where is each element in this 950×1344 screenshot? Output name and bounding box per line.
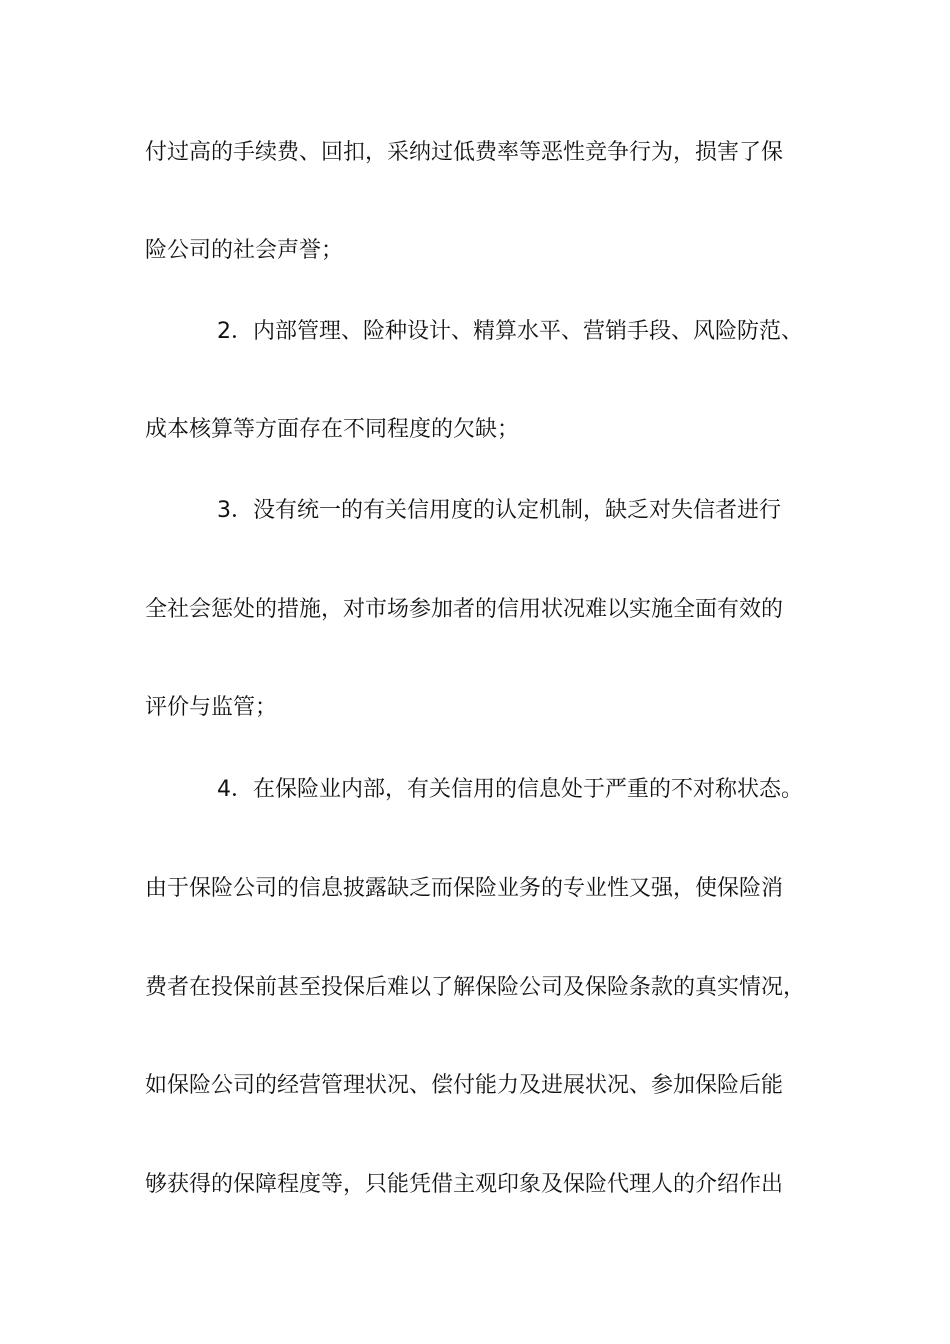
text-line: 由于保险公司的信息披露缺乏而保险业务的专业性又强，使保险消 <box>145 876 784 901</box>
text-line: 费者在投保前甚至投保后难以了解保险公司及保险条款的真实情况， <box>145 975 806 1000</box>
text-line: 够获得的保障程度等，只能凭借主观印象及保险代理人的介绍作出 <box>145 1172 784 1197</box>
text-line: 险公司的社会声誉； <box>145 238 344 263</box>
text-line: 如保险公司的经营管理状况、偿付能力及进展状况、参加保险后能 <box>145 1073 784 1098</box>
list-item-3: 3．没有统一的有关信用度的认定机制，缺乏对失信者进行 <box>217 498 781 523</box>
list-item-4: 4．在保险业内部，有关信用的信息处于严重的不对称状态。 <box>217 777 803 802</box>
text-line: 全社会惩处的措施，对市场参加者的信用状况难以实施全面有效的 <box>145 597 784 622</box>
text-line: 付过高的手续费、回扣，采纳过低费率等恶性竞争行为，损害了保 <box>145 140 784 165</box>
text-line: 评价与监管； <box>145 695 278 720</box>
text-line: 成本核算等方面存在不同程度的欠缺； <box>145 417 520 442</box>
list-item-2: 2．内部管理、险种设计、精算水平、营销手段、风险防范、 <box>217 319 803 344</box>
